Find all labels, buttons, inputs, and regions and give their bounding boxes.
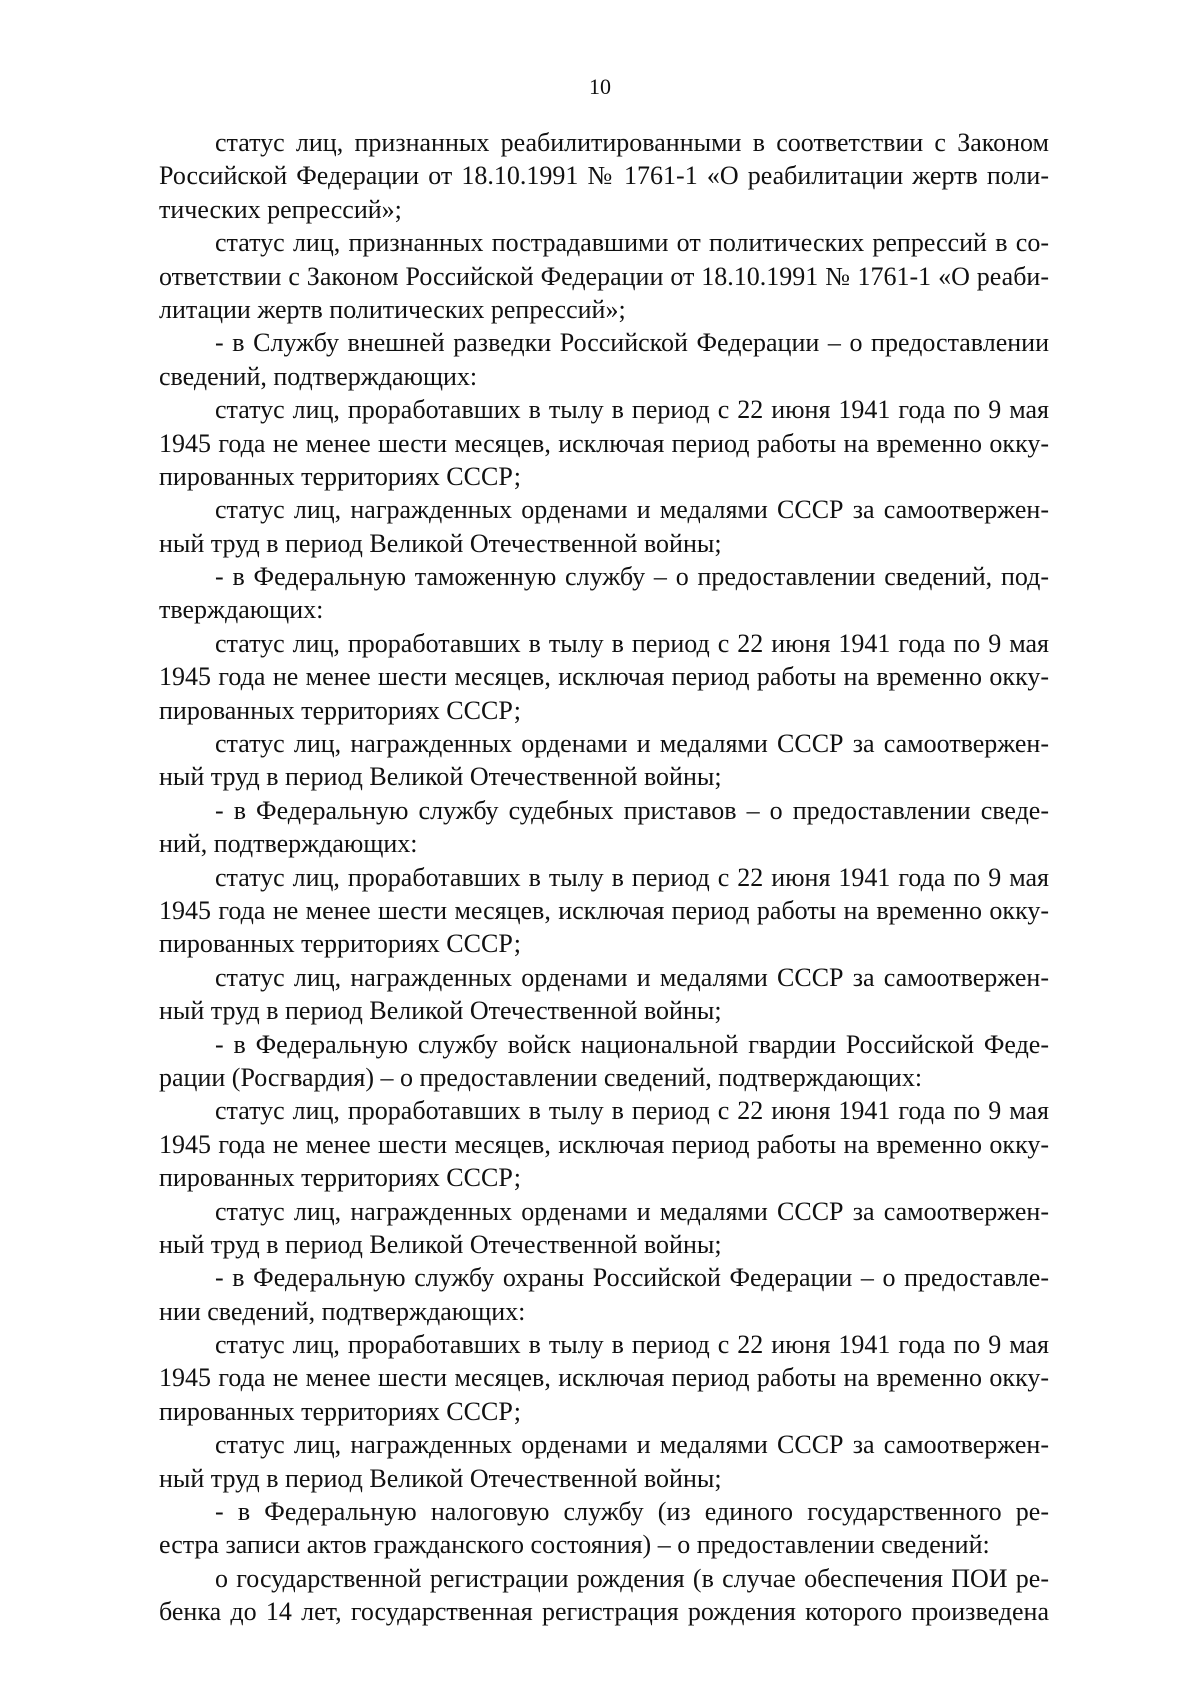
text-line: пированных территориях СССР;	[159, 461, 521, 491]
text-line: ный труд в период Великой Отечественной войны;	[159, 1229, 722, 1259]
text-line: 1945 года не менее шести месяцев, исключая период работы на временно окку-	[159, 662, 1049, 692]
text-line: бенка до 14 лет, государственная регистрация рождения которого произведена	[159, 1597, 1049, 1627]
text-line: - в Федеральную налоговую службу (из единого государственного ре-	[215, 1497, 1049, 1527]
text-line: статус лиц, награжденных орденами и медалями СССР за самоотвержен-	[215, 962, 1049, 992]
text-line: 1945 года не менее шести месяцев, исключая период работы на временно окку-	[159, 1129, 1049, 1159]
text-line: сведений, подтверждающих:	[159, 361, 478, 391]
text-line: статус лиц, проработавших в тылу в период с 22 июня 1941 года по 9 мая	[215, 395, 1049, 425]
document-body	[159, 126, 1049, 1629]
text-line: статус лиц, награжденных орденами и медалями СССР за самоотвержен-	[215, 1196, 1049, 1226]
text-line: 1945 года не менее шести месяцев, исключая период работы на временно окку-	[159, 428, 1049, 458]
text-line: - в Службу внешней разведки Российской Федерации – о предоставлении	[215, 328, 1049, 358]
text-line: ный труд в период Великой Отечественной войны;	[159, 762, 722, 792]
text-line: ний, подтверждающих:	[159, 829, 418, 859]
text-line: тических репрессий»;	[159, 194, 402, 224]
text-line: 1945 года не менее шести месяцев, исключая период работы на временно окку-	[159, 895, 1049, 925]
text-line: ный труд в период Великой Отечественной войны;	[159, 996, 722, 1026]
text-line: ный труд в период Великой Отечественной войны;	[159, 528, 722, 558]
text-line: пированных территориях СССР;	[159, 695, 521, 725]
text-line: статус лиц, проработавших в тылу в период с 22 июня 1941 года по 9 мая	[215, 862, 1049, 892]
text-line: - в Федеральную таможенную службу – о предоставлении сведений, под-	[215, 562, 1049, 592]
text-line: пированных территориях СССР;	[159, 929, 521, 959]
text-line: литации жертв политических репрессий»;	[159, 294, 626, 324]
text-line: рации (Росгвардия) – о предоставлении сведений, подтверждающих:	[159, 1062, 923, 1092]
text-line: о государственной регистрации рождения (в случае обеспечения ПОИ ре-	[215, 1563, 1049, 1593]
text-line: статус лиц, проработавших в тылу в период с 22 июня 1941 года по 9 мая	[215, 1330, 1049, 1360]
text-line: 1945 года не менее шести месяцев, исключая период работы на временно окку-	[159, 1363, 1049, 1393]
text-line: - в Федеральную службу охраны Российской Федерации – о предоставле-	[215, 1263, 1049, 1293]
text-line: статус лиц, награжденных орденами и медалями СССР за самоотвержен-	[215, 495, 1049, 525]
page-number: 10	[589, 74, 611, 99]
text-line: статус лиц, награжденных орденами и медалями СССР за самоотвержен-	[215, 729, 1049, 759]
text-line: статус лиц, признанных реабилитированными в соответствии с Законом	[215, 128, 1049, 157]
text-line: ный труд в период Великой Отечественной войны;	[159, 1463, 722, 1493]
text-line: - в Федеральную службу судебных приставов – о предоставлении сведе-	[215, 795, 1049, 825]
text-line: - в Федеральную службу войск национальной гвардии Российской Феде-	[215, 1029, 1049, 1059]
text-line: нии сведений, подтверждающих:	[159, 1296, 526, 1326]
text-line: статус лиц, награжденных орденами и медалями СССР за самоотвержен-	[215, 1430, 1049, 1460]
text-line: статус лиц, проработавших в тылу в период с 22 июня 1941 года по 9 мая	[215, 628, 1049, 658]
text-line: пированных территориях СССР;	[159, 1163, 521, 1193]
text-line: статус лиц, признанных пострадавшими от политических репрессий в со-	[215, 228, 1049, 258]
text-line: тверждающих:	[159, 595, 324, 625]
text-line: ответствии с Законом Российской Федерации от 18.10.1991 № 1761-1 «О реаби-	[159, 261, 1049, 291]
text-line: статус лиц, проработавших в тылу в период с 22 июня 1941 года по 9 мая	[215, 1096, 1049, 1126]
text-line: естра записи актов гражданского состояния) – о предоставлении сведений:	[159, 1530, 990, 1560]
text-line: Российской Федерации от 18.10.1991 № 1761-1 «О реабилитации жертв поли-	[159, 161, 1049, 191]
text-line: пированных территориях СССР;	[159, 1396, 521, 1426]
